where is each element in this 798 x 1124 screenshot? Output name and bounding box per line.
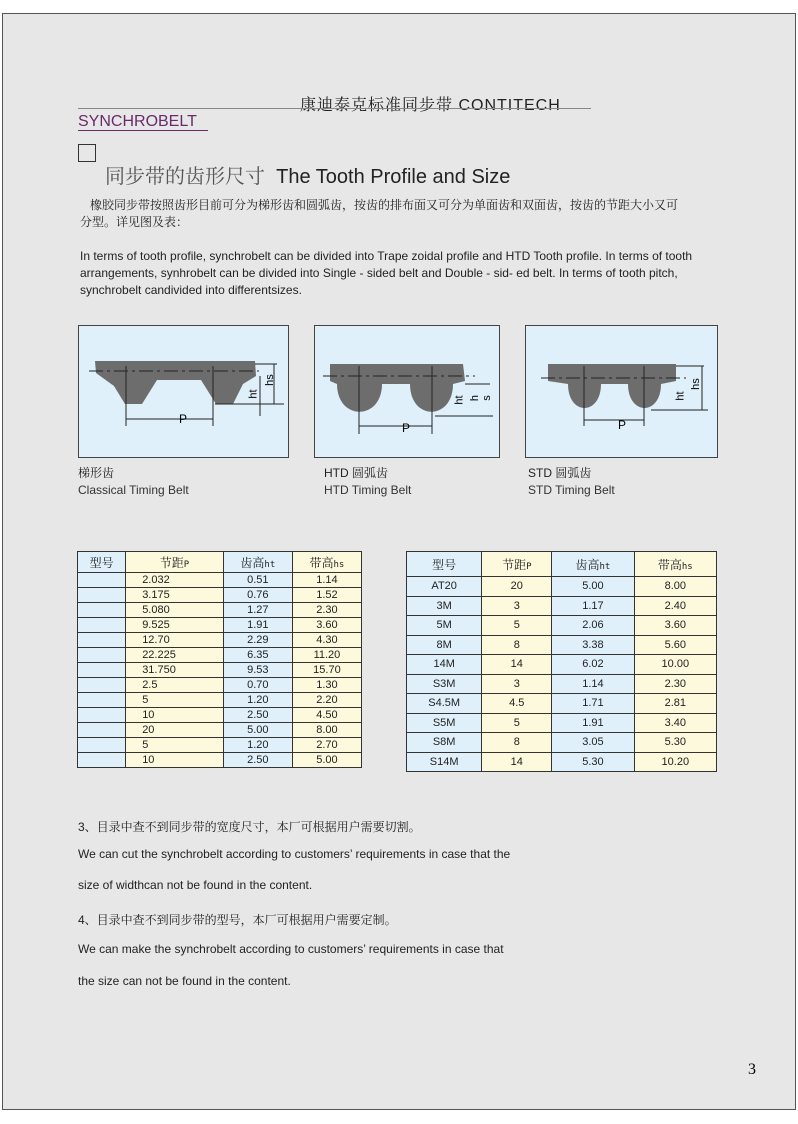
table-cell: 20	[126, 723, 224, 738]
header-label: 齿高	[240, 555, 265, 570]
table-cell: 2.20	[292, 693, 361, 708]
table-cell: 14	[482, 655, 552, 675]
table-row	[407, 655, 717, 675]
table-cell: 10	[126, 708, 224, 723]
table-cell: S8M	[407, 733, 482, 753]
header-symbol: ht	[264, 559, 276, 570]
note-4-en: We can make the synchrobelt according to customers’ requirements in case that	[78, 942, 504, 956]
checkbox-icon	[78, 144, 96, 162]
section-title-zh: 同步带的齿形尺寸	[105, 166, 265, 188]
table-cell: 1.14	[292, 573, 361, 588]
table-cell: 8M	[407, 635, 482, 655]
table-cell	[78, 648, 126, 663]
table-cell: 2.81	[634, 694, 716, 714]
table-cell	[78, 723, 126, 738]
table-cell: 2.50	[223, 753, 292, 768]
table-cell: 1.71	[552, 694, 634, 714]
table-cell	[78, 618, 126, 633]
table-cell: 3.05	[552, 733, 634, 753]
table-row	[407, 577, 717, 597]
table-cell: 3.60	[634, 616, 716, 636]
table-cell: 1.91	[552, 713, 634, 733]
htd-caption	[324, 465, 411, 499]
table-cell: 3.175	[126, 588, 224, 603]
htd-tooth-icon	[315, 326, 499, 457]
brand-label: SYNCHROBELT	[78, 113, 197, 130]
table-cell: 1.27	[223, 603, 292, 618]
table-cell: 12.70	[126, 633, 224, 648]
table-cell: 22.225	[126, 648, 224, 663]
table-cell: 1.20	[223, 738, 292, 753]
header-divider	[78, 108, 591, 109]
table-cell: 1.91	[223, 618, 292, 633]
table-cell: 4.30	[292, 633, 361, 648]
table-cell: 2.30	[634, 674, 716, 694]
h-label: h	[469, 394, 482, 402]
table-row	[78, 588, 362, 603]
column-header	[552, 552, 634, 577]
table-cell: 31.750	[126, 663, 224, 678]
intro-zh	[80, 197, 678, 231]
table-cell: 11.20	[292, 648, 361, 663]
hs-label: hs	[689, 378, 702, 390]
note-4-en-cont: the size can not be found in the content.	[78, 974, 291, 988]
table-cell	[78, 663, 126, 678]
table-cell: 3.40	[634, 713, 716, 733]
table-row	[78, 708, 362, 723]
table-cell	[78, 738, 126, 753]
header-label: 齿高	[575, 557, 600, 572]
header-symbol: P	[183, 559, 190, 570]
note-3-zh: 3、目录中查不到同步带的宽度尺寸，本厂可根据用户需要切割。	[78, 820, 421, 834]
table-cell: AT20	[407, 577, 482, 597]
table-cell: 3	[482, 596, 552, 616]
classical-belt-diagram	[78, 325, 289, 458]
table-cell: 8.00	[634, 577, 716, 597]
header-label: 节距	[502, 557, 527, 572]
caption-en: HTD Timing Belt	[324, 483, 412, 497]
column-header	[407, 552, 482, 577]
caption-zh: 梯形齿	[78, 466, 115, 480]
note-3-en-cont: size of widthcan not be found in the content.	[78, 878, 313, 892]
table-row	[407, 694, 717, 714]
std-caption	[528, 465, 615, 499]
intro-en-line: arrangements, synhrobelt can be divided into Single - sided belt and Double - sid- ed belt. In terms of tooth pitch,	[80, 266, 678, 280]
table-cell: 8.00	[292, 723, 361, 738]
table-cell: 0.76	[223, 588, 292, 603]
table-cell: 14	[482, 752, 552, 772]
table-cell: 2.50	[223, 708, 292, 723]
table-cell: 1.17	[552, 596, 634, 616]
table-cell: 4.5	[482, 694, 552, 714]
table-cell: 3.38	[552, 635, 634, 655]
hs-label: hs	[263, 374, 276, 386]
header-symbol: hs	[333, 559, 345, 570]
table-row	[78, 633, 362, 648]
column-header	[126, 552, 224, 573]
header-label: 型号	[89, 555, 114, 570]
header-title: 康迪泰克标准同步带 CONTITECH	[300, 97, 561, 114]
table-cell: 8	[482, 635, 552, 655]
ht-label: ht	[247, 389, 260, 399]
table-cell: 2.5	[126, 678, 224, 693]
table-cell: 8	[482, 733, 552, 753]
table-cell: 5.080	[126, 603, 224, 618]
header-label: 节距	[159, 555, 184, 570]
ht-label: ht	[453, 395, 466, 405]
table-cell	[78, 708, 126, 723]
table-cell: 5.60	[634, 635, 716, 655]
table-cell	[78, 678, 126, 693]
table-cell: 6.02	[552, 655, 634, 675]
caption-zh: HTD 圆弧齿	[324, 466, 388, 480]
table-cell: 1.14	[552, 674, 634, 694]
table-cell: 20	[482, 577, 552, 597]
table-cell: 9.53	[223, 663, 292, 678]
table-cell: 1.52	[292, 588, 361, 603]
std-belt-diagram	[525, 325, 718, 458]
table-cell: S5M	[407, 713, 482, 733]
table-cell: 9.525	[126, 618, 224, 633]
column-header	[634, 552, 716, 577]
caption-en: STD Timing Belt	[528, 483, 615, 497]
table-cell	[78, 603, 126, 618]
table-cell: 2.06	[552, 616, 634, 636]
column-header	[482, 552, 552, 577]
column-header	[78, 552, 126, 573]
pitch-label: P	[618, 418, 627, 432]
header-symbol: P	[526, 561, 532, 572]
table-row	[407, 752, 717, 772]
table-cell: 10	[126, 753, 224, 768]
pitch-label: P	[402, 421, 411, 435]
intro-zh-line: 橡胶同步带按照齿形目前可分为梯形齿和圆弧齿，按齿的排布面又可分为单面齿和双面齿，按齿的节距大小又可	[90, 198, 679, 212]
intro-zh-line: 分型。详见图及表：	[80, 215, 189, 229]
table-row	[78, 618, 362, 633]
ht-label: ht	[674, 391, 687, 401]
page-number: 3	[748, 1061, 756, 1078]
table-cell: 5.30	[634, 733, 716, 753]
caption-en: Classical Timing Belt	[78, 483, 189, 497]
table-cell: S3M	[407, 674, 482, 694]
std-tooth-icon	[526, 326, 717, 457]
header-label: 型号	[432, 557, 457, 572]
header-label: 带高	[309, 555, 334, 570]
table-cell: 15.70	[292, 663, 361, 678]
header-symbol: ht	[599, 561, 611, 572]
column-header	[292, 552, 361, 573]
table-cell: 3M	[407, 596, 482, 616]
header-row	[407, 552, 717, 577]
table-cell: 14M	[407, 655, 482, 675]
note-3-en: We can cut the synchrobelt according to customers’ requirements in case that the	[78, 847, 511, 861]
table-cell: 3	[482, 674, 552, 694]
table-row	[78, 648, 362, 663]
caption-zh: STD 圆弧齿	[528, 466, 592, 480]
header-label: 带高	[657, 557, 682, 572]
table-row	[407, 674, 717, 694]
table-row	[407, 635, 717, 655]
table-cell: 3.60	[292, 618, 361, 633]
table-cell: 1.30	[292, 678, 361, 693]
brand-underline	[78, 130, 208, 131]
section-title-en: The Tooth Profile and Size	[276, 166, 511, 188]
htd-belt-diagram	[314, 325, 500, 458]
table-cell: 2.70	[292, 738, 361, 753]
table-cell: 10.00	[634, 655, 716, 675]
table-row	[78, 738, 362, 753]
table-cell: 0.51	[223, 573, 292, 588]
table-cell: 5.00	[552, 577, 634, 597]
table-cell: 4.50	[292, 708, 361, 723]
table-cell: 2.30	[292, 603, 361, 618]
table-row	[78, 723, 362, 738]
table-cell: 5.00	[223, 723, 292, 738]
header-row	[78, 552, 362, 573]
classical-caption	[78, 465, 189, 499]
table-cell: 10.20	[634, 752, 716, 772]
table-row	[78, 693, 362, 708]
pitch-label: P	[179, 412, 188, 426]
table-cell: 0.70	[223, 678, 292, 693]
table-row	[407, 596, 717, 616]
note-4-zh: 4、目录中查不到同步带的型号，本厂可根据用户需要定制。	[78, 913, 397, 927]
table-cell	[78, 753, 126, 768]
table-row	[407, 713, 717, 733]
table-cell: 6.35	[223, 648, 292, 663]
table-cell	[78, 693, 126, 708]
table-cell	[78, 588, 126, 603]
intro-en	[80, 248, 692, 299]
table-row	[78, 753, 362, 768]
table-cell: 5.30	[552, 752, 634, 772]
intro-en-line: In terms of tooth profile, synchrobelt can be divided into Trape zoidal profile and HTD Tooth profile. In terms of tooth	[80, 249, 693, 263]
intro-en-line: synchrobelt candivided into differentsizes.	[80, 283, 302, 297]
arc-size-table	[406, 551, 717, 772]
table-row	[407, 733, 717, 753]
s-label: s	[480, 395, 493, 401]
column-header	[223, 552, 292, 573]
table-cell: 1.20	[223, 693, 292, 708]
table-row	[78, 573, 362, 588]
table-cell: 2.29	[223, 633, 292, 648]
table-cell	[78, 573, 126, 588]
table-row	[407, 616, 717, 636]
table-cell: 5	[126, 693, 224, 708]
table-cell: 2.40	[634, 596, 716, 616]
table-cell: 5	[482, 616, 552, 636]
table-cell: 5	[126, 738, 224, 753]
table-row	[78, 678, 362, 693]
table-cell: 5.00	[292, 753, 361, 768]
header-symbol: hs	[681, 561, 693, 572]
table-cell: S14M	[407, 752, 482, 772]
table-row	[78, 663, 362, 678]
table-cell	[78, 633, 126, 648]
table-cell: S4.5M	[407, 694, 482, 714]
table-cell: 5M	[407, 616, 482, 636]
table-cell: 5	[482, 713, 552, 733]
table-row	[78, 603, 362, 618]
trapezoidal-size-table	[77, 551, 362, 768]
table-cell: 2.032	[126, 573, 224, 588]
section-title	[105, 160, 510, 189]
